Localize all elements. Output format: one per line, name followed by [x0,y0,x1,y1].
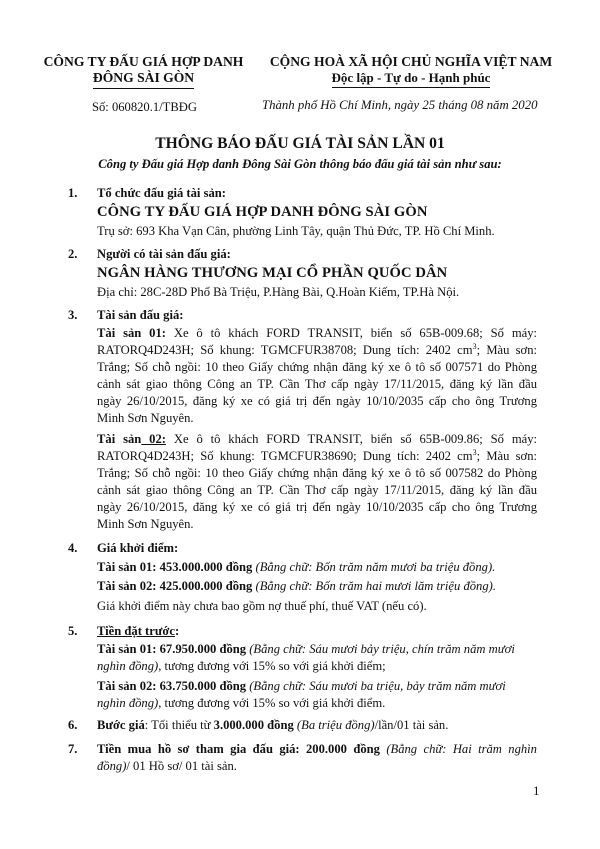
republic-name: CỘNG HOÀ XÃ HỘI CHỦ NGHĨA VIỆT NAM [269,54,553,69]
section-heading: Người có tài sản đấu giá: [97,247,231,261]
deposit-words: nghìn đồng) [97,696,159,710]
asset-2-line: ngày 26/10/2015, đăng ký xe có giá trị đến ngày 10/10/2035 cấp cho ông Trương [97,500,537,514]
asset-1-line: ngày 26/10/2015, đăng ký xe có giá trị đến ngày 10/10/2035 cấp cho ông Trương [97,394,537,408]
section-heading: Bước giá [97,718,145,732]
asset-1-line [97,325,537,341]
heading-colon: : [174,624,180,638]
section-heading: Tổ chức đấu giá tài sản: [97,186,226,200]
asset-2-text: ; Màu sơn: [476,449,537,463]
deposit-words: (Bằng chữ: Sáu mươi ba triệu, bảy trăm năm mươi [249,679,506,693]
deposit-words: (Bằng chữ: Sáu mươi bảy triệu, chín trăm năm mươi [249,642,515,656]
dossier-fee-amount: 200.000 đồng [299,742,380,756]
asset-1-line: cảnh sát giao thông Công an TP. Cần Thơ cấp ngày 17/11/2015, đăng ký lần đầu [97,377,537,391]
asset-2-text: Xe ô tô khách FORD TRANSIT, biển số 65B-009.86; Số máy: [173,432,538,446]
bid-step-line [97,717,537,733]
deposit-1-line [97,658,537,674]
company-header [36,54,251,89]
section-number: 7. [68,742,78,756]
national-header [252,54,570,88]
asset-1-line: Minh Sơn Nguyên. [97,411,194,425]
price-label: Tài sản 02: 425.000.000 đồng [97,579,253,593]
deposit-2-line [97,695,537,711]
asset-1-text: RATORQ4D243H; Số khung: TGMCFUR38708; Dung tích: 2402 cm [97,343,473,357]
asset-2-line: Minh Sơn Nguyên. [97,517,194,531]
deposit-tail: , tương đương với 15% so với giá khởi điểm; [158,659,386,673]
asset-1-line: Trắng; Số chỗ ngồi: 10 theo Giấy chứng nhận đăng ký xe ô tô số 007571 do Phòng [97,360,537,374]
price-words: (Bằng chữ: Bốn trăm năm mươi ba triệu đồng). [255,560,496,574]
intro-line: Công ty Đấu giá Hợp danh Đông Sài Gòn thông báo đấu giá tài sản như sau: [98,157,502,171]
asset-2-text: RATORQ4D243H; Số khung: TGMCFUR38690; Dung tích: 2402 cm [97,449,473,463]
owner-address: Địa chỉ: 28C-28D Phố Bà Triệu, P.Hàng Bài, Q.Hoàn Kiếm, TP.Hà Nội. [97,285,460,299]
dossier-fee-words: đồng) [97,759,127,773]
company-name-line2: ĐÔNG SÀI GÒN [93,70,194,88]
organizer-address: Trụ sở: 693 Kha Vạn Cân, phường Linh Tây, quận Thủ Đức, TP. Hồ Chí Minh. [97,224,495,238]
bid-step-words: (Ba triệu đồng) [293,718,375,732]
price-label: Tài sản 01: 453.000.000 đồng [97,560,253,574]
document-number: Số: 060820.1/TBĐG [92,100,197,114]
asset-1-text: Xe ô tô khách FORD TRANSIT, biển số 65B-009.68; Số máy: [173,326,538,340]
dossier-fee-line [97,741,537,757]
bid-step-text: : Tối thiểu từ [144,718,214,732]
asset-2-label-b: 02: [141,432,166,446]
superscript: 3 [472,341,477,351]
asset-1-text: ; Màu sơn: [476,343,537,357]
asset-1-line [97,342,537,358]
deposit-1-line [97,641,537,657]
deposit-2-line [97,678,537,694]
dossier-fee-tail: / 01 Hồ sơ/ 01 tài sản. [126,759,237,773]
price-words: (Bằng chữ: Bốn trăm hai mươi lăm triệu đồng). [255,579,496,593]
deposit-label: Tài sản 02: 63.750.000 đồng [97,679,247,693]
heading-text: Tiền đặt trước [97,624,175,638]
section-number: 5. [68,624,78,638]
page-number: 1 [533,783,540,798]
asset-2-line: Trắng; Số chỗ ngồi: 10 theo Giấy chứng nhận đăng ký xe ô tô số 007582 do Phòng [97,466,537,480]
deposit-tail: , tương đương với 15% so với giá khởi điểm. [158,696,386,710]
superscript: 3 [472,447,477,457]
section-heading: Giá khởi điểm: [97,541,179,555]
bid-step-tail: /lần/01 tài sản. [374,718,449,732]
section-number: 1. [68,186,78,200]
section-heading: Tài sản đấu giá: [97,308,184,322]
section-heading: Tiền mua hồ sơ tham gia đấu giá: [97,742,300,756]
dossier-fee-line [97,758,537,774]
deposit-words: nghìn đồng) [97,659,159,673]
asset-2-line [97,431,537,447]
organizer-name: CÔNG TY ĐẤU GIÁ HỢP DANH ĐÔNG SÀI GÒN [97,204,428,220]
section-heading [97,623,179,639]
asset-2-label [97,432,166,446]
asset-1-label: Tài sản 01: [97,326,166,340]
document-title: THÔNG BÁO ĐẤU GIÁ TÀI SẢN LẦN 01 [155,135,445,152]
starting-price-2 [97,578,537,594]
national-motto: Độc lập - Tự do - Hạnh phúc [332,70,491,88]
deposit-label: Tài sản 01: 67.950.000 đồng [97,642,247,656]
asset-2-line: cảnh sát giao thông Công an TP. Cần Thơ cấp ngày 17/11/2015, đăng ký lần đầu [97,483,537,497]
place-date: Thành phố Hồ Chí Minh, ngày 25 tháng 08 năm 2020 [262,98,538,112]
section-number: 4. [68,541,78,555]
section-number: 3. [68,308,78,322]
section-number: 6. [68,718,78,732]
asset-2-line [97,448,537,464]
dossier-fee-words: (Bằng chữ: Hai trăm nghìn [379,742,537,756]
owner-name: NGÂN HÀNG THƯƠNG MẠI CỔ PHẦN QUỐC DÂN [97,265,448,281]
starting-price-1 [97,559,537,575]
asset-2-label-a: Tài sản [97,432,142,446]
price-note: Giá khởi điểm này chưa bao gồm nợ thuế phí, thuế VAT (nếu có). [97,599,427,613]
company-name-line1: CÔNG TY ĐẤU GIÁ HỢP DANH [43,54,244,69]
bid-step-amount: 3.000.000 đồng [213,718,294,732]
section-number: 2. [68,247,78,261]
